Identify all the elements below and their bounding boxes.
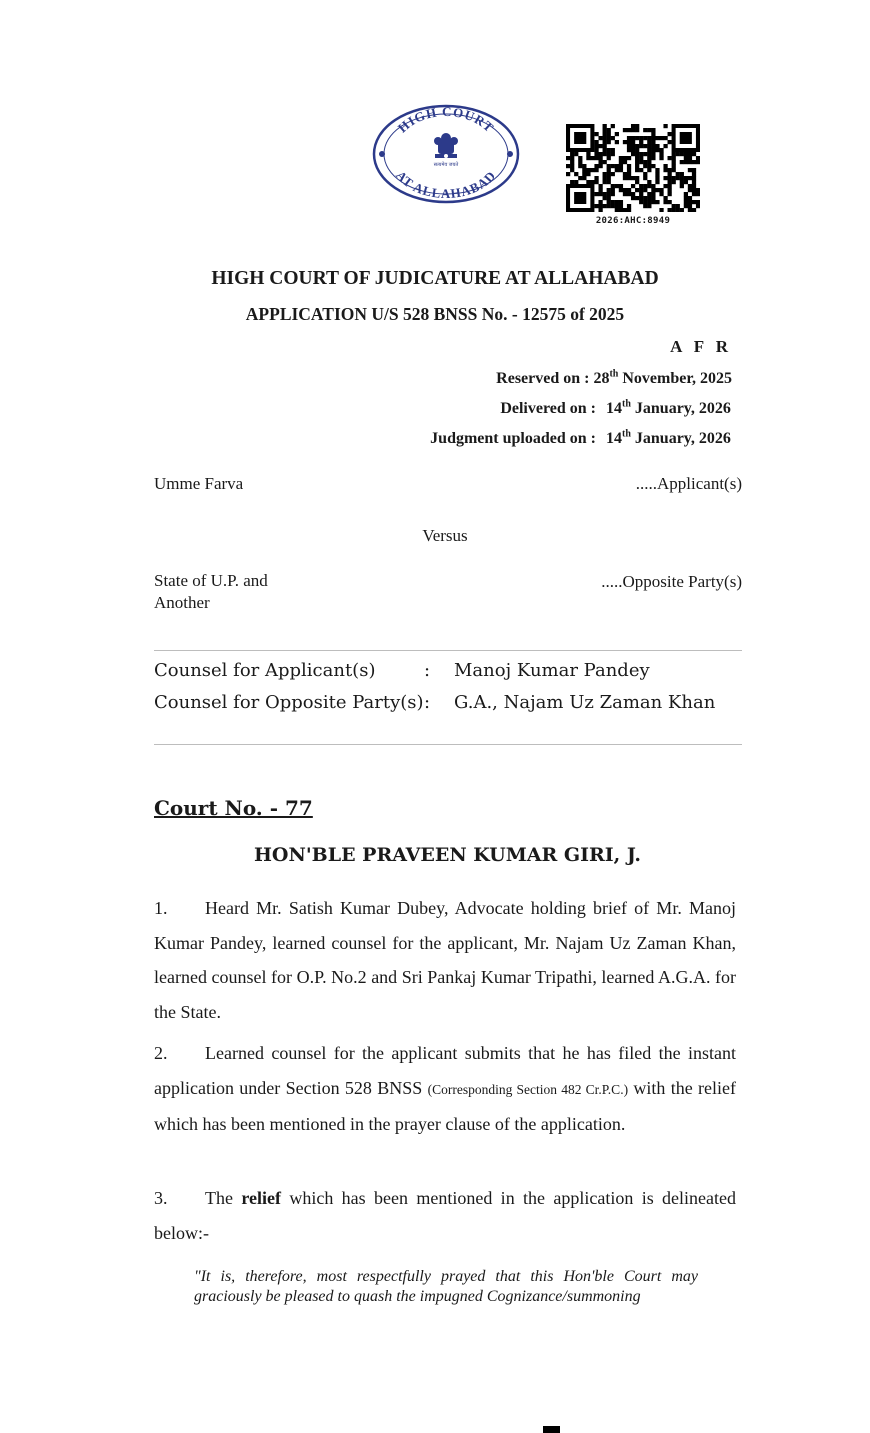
versus-label: Versus: [422, 526, 468, 545]
page-marker: [543, 1426, 560, 1433]
counsel-separator: :: [424, 660, 431, 681]
paragraph-number: 2.: [154, 1043, 168, 1063]
paragraph-bold-word: relief: [241, 1188, 281, 1208]
uploaded-date: 14th January, 2026: [606, 428, 731, 447]
delivered-date: 14th January, 2026: [606, 398, 731, 417]
paragraph-citation: (Corresponding Section 482 Cr.P.C.): [427, 1081, 629, 1097]
paragraph-text-cont: with the relief which has been mentioned in the prayer clause of the application.: [154, 1077, 736, 1134]
svg-text:AT ALLAHABAD: AT ALLAHABAD: [393, 167, 499, 202]
application-number: APPLICATION U/S 528 BNSS No. - 12575 of 2025: [245, 304, 625, 324]
uploaded-date-row: [430, 424, 732, 454]
judge-name: HON'BLE PRAVEEN KUMAR GIRI, J.: [253, 844, 642, 866]
counsel-applicant-label: Counsel for Applicant(s): [154, 660, 376, 681]
delivered-date-row: [430, 394, 732, 424]
uploaded-label: Judgment uploaded on :: [430, 430, 596, 447]
qr-caption: 2026:AHC:8949: [595, 216, 671, 226]
counsel-applicant-row: [154, 660, 742, 682]
svg-text:HIGH COURT: HIGH COURT: [394, 104, 498, 136]
divider-top: [154, 650, 742, 651]
counsel-opposite-row: [154, 692, 742, 714]
counsel-opposite-value: G.A., Najam Uz Zaman Khan: [454, 692, 716, 713]
applicant-name: Umme Farva: [154, 474, 244, 493]
opposite-party-role: .....Opposite Party(s): [601, 572, 742, 591]
paragraph-text-cont: which has been mentioned in the application is delineated below:-: [154, 1188, 737, 1243]
paragraph-2: [154, 1036, 736, 1142]
court-title: HIGH COURT OF JUDICATURE AT ALLAHABAD: [211, 268, 659, 289]
high-court-seal-logo: [372, 104, 520, 204]
seal-motto: सत्यमेव जयते: [433, 162, 459, 168]
counsel-opposite-label: Counsel for Opposite Party(s): [154, 692, 424, 713]
qr-code: [566, 124, 700, 212]
reserved-date-row: [430, 364, 732, 394]
paragraph-3: [154, 1181, 736, 1250]
paragraph-text: The: [205, 1188, 233, 1208]
reserved-date: 28th November, 2025: [593, 368, 732, 387]
delivered-label: Delivered on :: [500, 400, 596, 417]
paragraph-text: Learned counsel for the applicant submits that he has filed the instant application under Section 528 BNSS: [154, 1043, 736, 1098]
paragraph-number: 3.: [154, 1188, 168, 1208]
court-number: Court No. - 77: [154, 796, 313, 820]
opposite-party-name: State of U.P. and Another: [154, 571, 268, 612]
applicant-role: .....Applicant(s): [635, 474, 742, 493]
prayer-quote: "It is, therefore, most respectfully prayed that this Hon'ble Court may graciously be pleased to quash the impugned Cognizance/summoning: [194, 1268, 698, 1305]
paragraph-1: [154, 891, 736, 1029]
counsel-separator: :: [424, 692, 431, 713]
counsel-table: [154, 660, 742, 714]
dates-block: [430, 364, 732, 454]
divider-bottom: [154, 744, 742, 745]
paragraph-number: 1.: [154, 898, 168, 918]
afr-label: A F R: [670, 337, 732, 356]
counsel-applicant-value: Manoj Kumar Pandey: [454, 660, 650, 681]
reserved-label: Reserved on :: [496, 370, 590, 387]
paragraph-text: Heard Mr. Satish Kumar Dubey, Advocate holding brief of Mr. Manoj Kumar Pandey, learned counsel for the applicant, Mr. Najam Uz Zaman Khan, learned counsel for O.P. No.2 and Sri Pankaj Kumar Tripathi, learned A.G.A. for the State.: [154, 898, 736, 1022]
